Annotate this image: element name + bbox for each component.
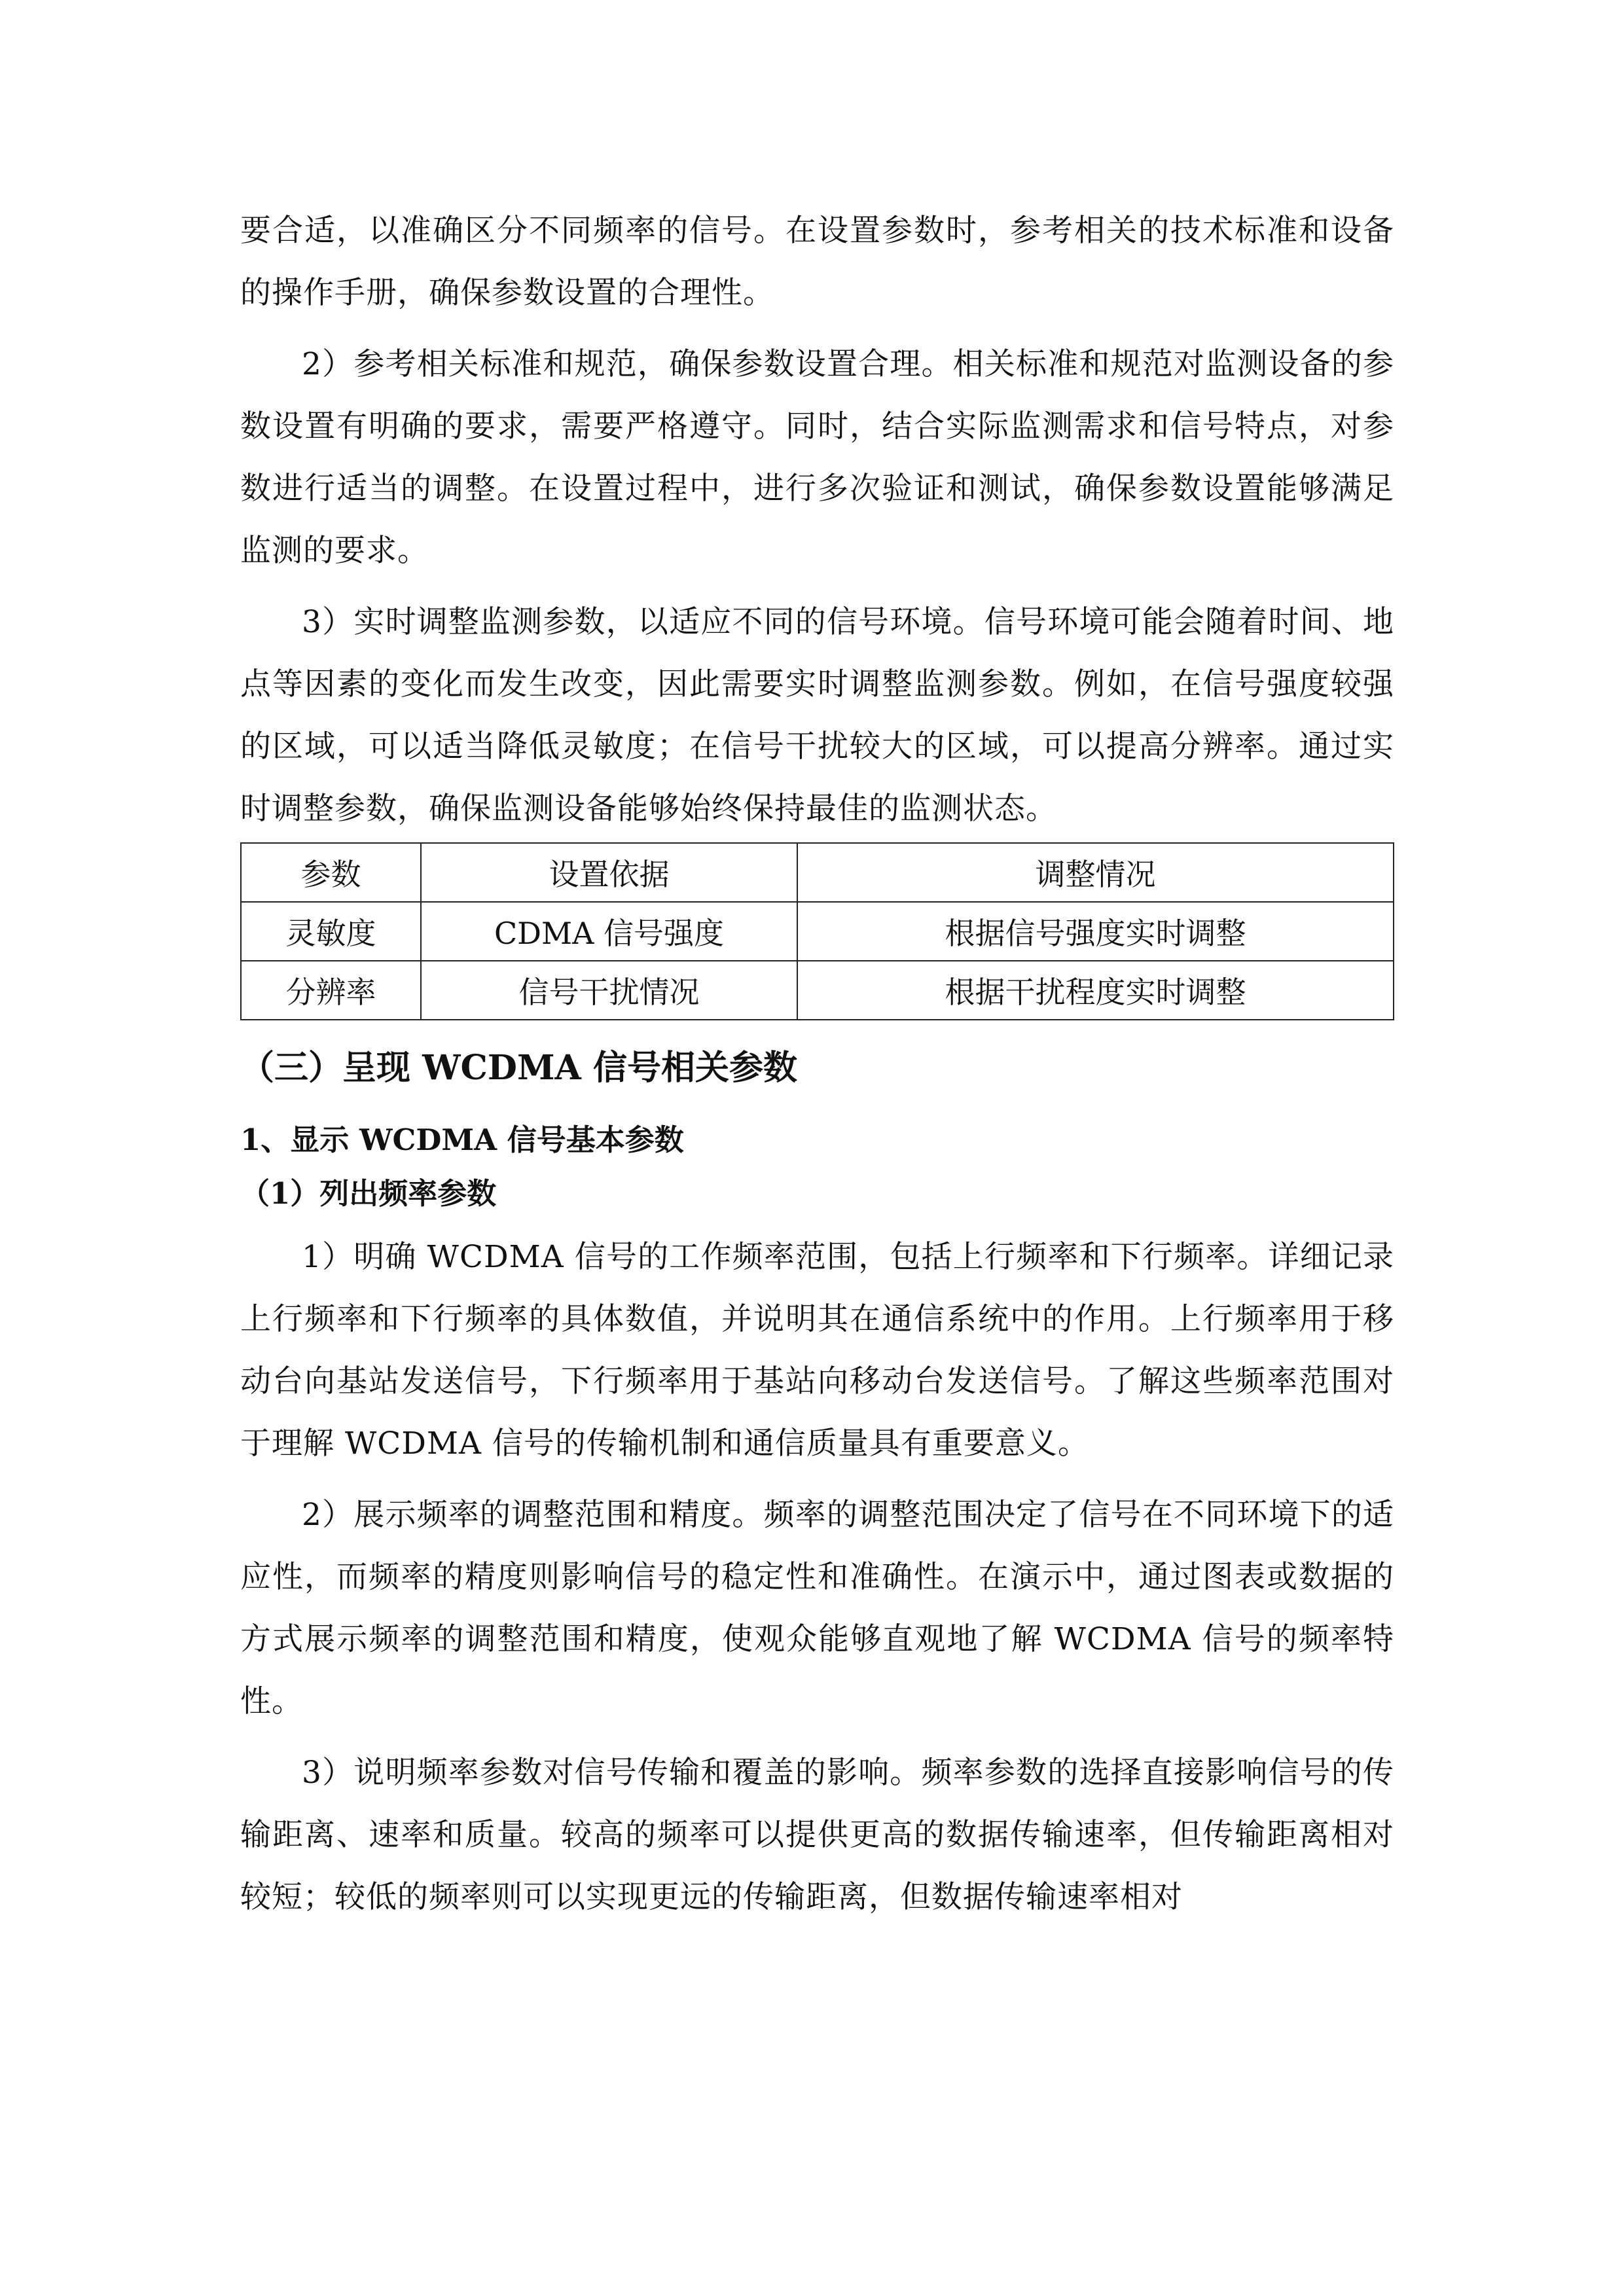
- table-cell: 根据信号强度实时调整: [797, 902, 1394, 961]
- paragraph-continuation: 要合适，以准确区分不同频率的信号。在设置参数时，参考相关的技术标准和设备的操作手册，确保参数设置的合理性。: [240, 213, 1394, 311]
- paragraph-standards: 2）参考相关标准和规范，确保参数设置合理。相关标准和规范对监测设备的参数设置有明确的要求，需要严格遵守。同时，结合实际监测需求和信号特点，对参数进行适当的调整。在设置过程中，进行多次验证和测试，确保参数设置能够满足监测的要求。: [240, 346, 1394, 569]
- subheading-frequency-params: （1）列出频率参数: [240, 1176, 497, 1211]
- table-header-row: [241, 843, 1394, 902]
- subheading-basic-params: 1、显示 WCDMA 信号基本参数: [240, 1122, 684, 1157]
- table-header-cell: 参数: [241, 843, 421, 902]
- document-page: [240, 0, 1394, 1928]
- section-heading: （三）呈现 WCDMA 信号相关参数: [240, 1048, 797, 1088]
- table-cell: 分辨率: [241, 961, 421, 1020]
- table-cell: CDMA 信号强度: [421, 902, 797, 961]
- paragraph-frequency-range: 1）明确 WCDMA 信号的工作频率范围，包括上行频率和下行频率。详细记录上行频率和下行频率的具体数值，并说明其在通信系统中的作用。上行频率用于移动台向基站发送信号，下行频率用于基站向移动台发送信号。了解这些频率范围对于理解 WCDMA 信号的传输机制和通信质量具有重要意义。: [240, 1239, 1394, 1462]
- paragraph-realtime-adjust: 3）实时调整监测参数，以适应不同的信号环境。信号环境可能会随着时间、地点等因素的变化而发生改变，因此需要实时调整监测参数。例如，在信号强度较强的区域，可以适当降低灵敏度；在信号干扰较大的区域，可以提高分辨率。通过实时调整参数，确保监测设备能够始终保持最佳的监测状态。: [240, 604, 1394, 827]
- table-row: [241, 961, 1394, 1020]
- table-header-cell: 调整情况: [797, 843, 1394, 902]
- paragraph-frequency-impact: 3）说明频率参数对信号传输和覆盖的影响。频率参数的选择直接影响信号的传输距离、速率和质量。较高的频率可以提供更高的数据传输速率，但传输距离相对较短；较低的频率则可以实现更远的传输距离，但数据传输速率相对: [240, 1755, 1394, 1915]
- table-cell: 信号干扰情况: [421, 961, 797, 1020]
- table-cell: 灵敏度: [241, 902, 421, 961]
- table-row: [241, 902, 1394, 961]
- table-header-cell: 设置依据: [421, 843, 797, 902]
- paragraph-frequency-precision: 2）展示频率的调整范围和精度。频率的调整范围决定了信号在不同环境下的适应性，而频率的精度则影响信号的稳定性和准确性。在演示中，通过图表或数据的方式展示频率的调整范围和精度，使观众能够直观地了解 WCDMA 信号的频率特性。: [240, 1497, 1394, 1719]
- parameter-table: [240, 842, 1394, 1020]
- table-cell: 根据干扰程度实时调整: [797, 961, 1394, 1020]
